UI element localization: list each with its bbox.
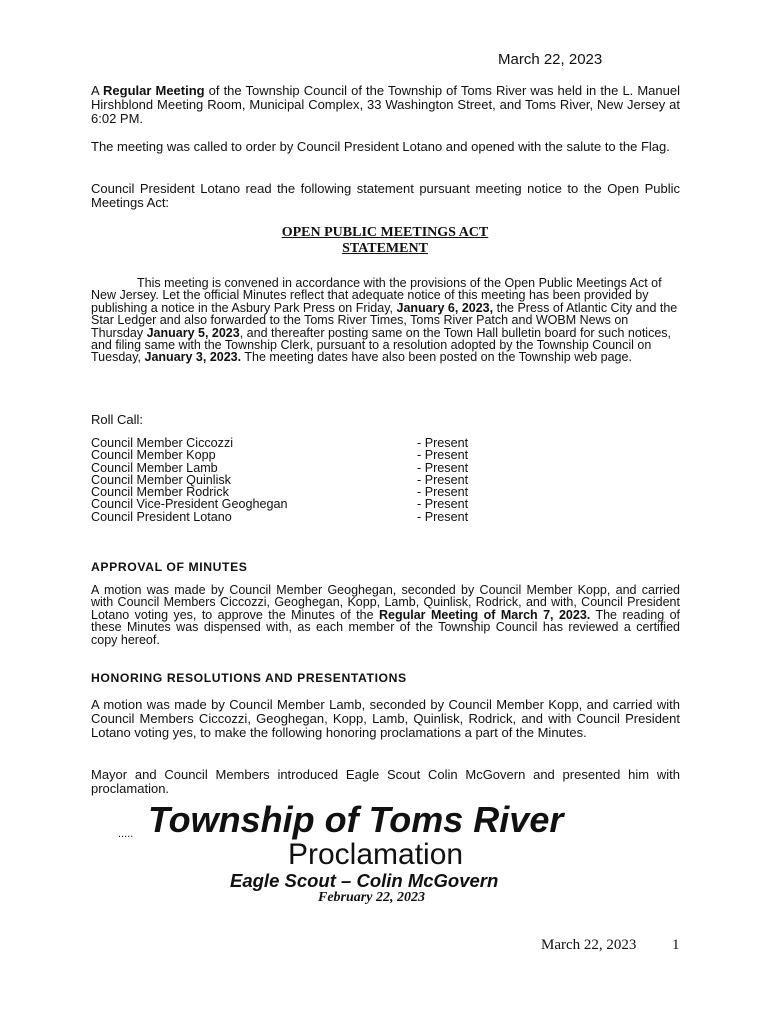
proclamation-dots: ..... xyxy=(118,828,134,840)
notice-paragraph xyxy=(91,277,683,364)
proclamation-date: February 22, 2023 xyxy=(318,890,425,905)
member-name: Council President Lotano xyxy=(91,509,232,524)
roll-call-row xyxy=(91,449,468,461)
member-name: Council Member Lamb xyxy=(91,460,218,475)
act-heading-line-2: STATEMENT xyxy=(342,241,428,256)
footer-date: March 22, 2023 xyxy=(541,937,637,953)
page-number: 1 xyxy=(672,937,680,953)
member-status: - Present xyxy=(417,509,469,524)
approval-text-2: The reading of these Minutes was dispensed with, as each member of the Township Council has reviewed a certified copy hereof. xyxy=(91,607,681,647)
proclamation-honoree: Eagle Scout – Colin McGovern xyxy=(230,870,499,891)
approval-text-1: A motion was made by Council Member Geoghegan, seconded by Council Member Kopp, and carried with Council Members Ciccozzi, Geoghegan, Kopp, Lamb, Quinlisk, Rodrick, and with, Council President Lotano voting yes, to approve the Minutes of the xyxy=(91,583,680,622)
member-status: - Present xyxy=(417,436,469,450)
notice-date-3: January 3, 2023. xyxy=(144,350,242,365)
notice-text-4: The meeting dates have also been posted on the Township web page. xyxy=(244,350,632,365)
notice-date-1: January 6, 2023, xyxy=(396,300,494,315)
roll-call-row xyxy=(91,498,468,510)
member-name: Council Member Quinlisk xyxy=(91,472,231,487)
intro-meeting-type: Regular Meeting xyxy=(103,83,205,98)
intro-article: A xyxy=(91,83,99,98)
proclamation-subtitle: Proclamation xyxy=(288,838,464,871)
act-heading-line-1: OPEN PUBLIC MEETINGS ACT xyxy=(281,225,489,240)
member-name: Council Member Rodrick xyxy=(91,485,229,500)
approval-heading: APPROVAL OF MINUTES xyxy=(91,560,248,574)
honoring-motion-paragraph: A motion was made by Council Member Lamb, seconded by Council Member Kopp, and carried with Council Members Ciccozzi, Geoghegan, Kopp, Lamb, Quinlisk, Rodrick, and with Council President Lotano voting yes, to make the following honoring proclamations a part of the Minutes. xyxy=(91,697,680,740)
notice-text-3: , and thereafter posting same on the Town Hall bulletin board for such notices, and filing same with the Township Clerk, pursuant to a resolution adopted by the Township Council on Tuesday, xyxy=(91,325,671,365)
honoring-heading: HONORING RESOLUTIONS AND PRESENTATIONS xyxy=(91,671,407,685)
member-status: - Present xyxy=(417,497,469,512)
member-status: - Present xyxy=(417,460,469,475)
notice-text-2: the Press of Atlantic City and the Star Ledger and also forwarded to the Toms River Times, Toms River Patch and WOBM News on Thursday xyxy=(91,300,678,340)
proclamation-title: Township of Toms River xyxy=(148,799,564,840)
member-name: Council Member Ciccozzi xyxy=(91,436,234,450)
approval-meeting: Regular Meeting of March 7, 2023. xyxy=(378,607,591,622)
member-name: Council Vice-President Geoghegan xyxy=(91,497,288,512)
intro-rest: of the Township Council of the Township of Toms River was held in the L. Manuel Hirshblond Meeting Room, Municipal Complex, 33 Washington Street, and Toms River, New Jersey at 6:02 PM. xyxy=(91,83,680,126)
notice-date-2: January 5, 2023 xyxy=(146,325,240,340)
member-status: - Present xyxy=(417,448,469,463)
header-date: March 22, 2023 xyxy=(498,51,603,68)
roll-call-label: Roll Call: xyxy=(91,412,144,427)
eagle-intro-paragraph: Mayor and Council Members introduced Eagle Scout Colin McGovern and presented him with proclamation. xyxy=(91,767,680,796)
intro-paragraph xyxy=(91,84,680,126)
member-status: - Present xyxy=(417,472,469,487)
called-to-order-paragraph: The meeting was called to order by Council President Lotano and opened with the salute to the Flag. xyxy=(91,139,670,154)
member-name: Council Member Kopp xyxy=(91,448,216,463)
roll-call-list xyxy=(91,437,468,523)
statement-intro-paragraph: Council President Lotano read the following statement pursuant meeting notice to the Open Public Meetings Act: xyxy=(91,181,680,210)
roll-call-row xyxy=(91,511,468,523)
approval-paragraph xyxy=(91,584,680,646)
act-heading xyxy=(200,225,570,257)
member-status: - Present xyxy=(417,485,469,500)
notice-text-1: This meeting is convened in accordance with the provisions of the Open Public Meetings Act of New Jersey. Let the official Minutes reflect that adequate notice of this meeting has been provided by publishing a notice in the Asbury Park Press on Friday, xyxy=(91,276,662,315)
